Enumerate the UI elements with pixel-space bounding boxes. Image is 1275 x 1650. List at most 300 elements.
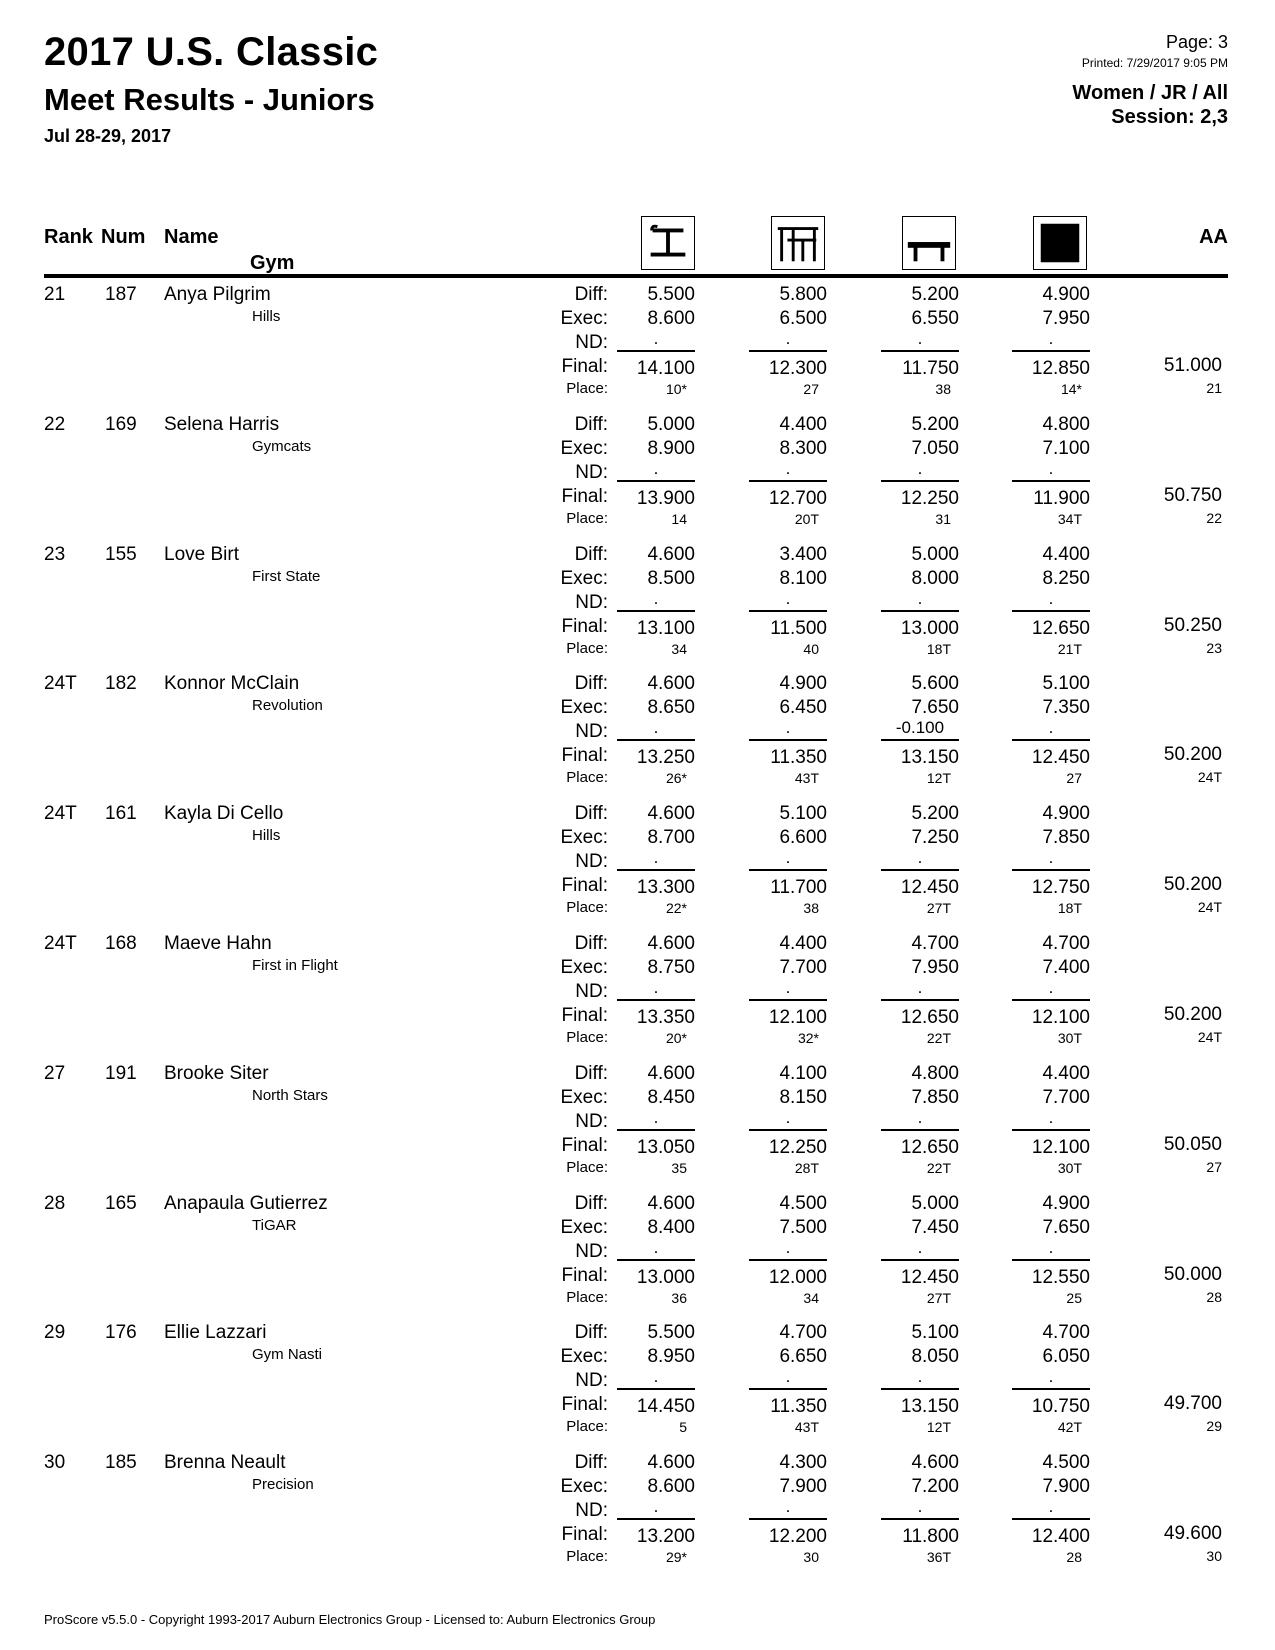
event-place: 28T xyxy=(794,1159,819,1176)
athlete-name: Kayla Di Cello xyxy=(164,803,284,825)
report-subtitle: Meet Results - Juniors xyxy=(44,82,375,117)
column-header-aa: AA xyxy=(1199,226,1228,248)
diff-score: 4.600 xyxy=(647,933,695,954)
neutral-deduction: . xyxy=(881,330,959,352)
all-around-score: 50.200 xyxy=(1163,1004,1222,1025)
athlete-number: 176 xyxy=(105,1322,137,1344)
event-place: 27T xyxy=(926,1289,951,1306)
final-score: 13.150 xyxy=(900,1396,959,1418)
athlete-name: Anapaula Gutierrez xyxy=(164,1192,328,1214)
neutral-deduction: . xyxy=(749,979,827,1001)
diff-score: 5.000 xyxy=(911,1192,959,1214)
athlete-number: 165 xyxy=(105,1192,137,1214)
place-label: Place: xyxy=(566,1158,608,1176)
athlete-row xyxy=(0,1181,1275,1311)
neutral-deduction: . xyxy=(749,849,827,871)
exec-score: 7.250 xyxy=(911,827,959,849)
neutral-deduction: . xyxy=(881,849,959,871)
neutral-deduction: . xyxy=(881,1239,959,1261)
final-score: 12.450 xyxy=(900,877,959,899)
event-place: 28 xyxy=(1066,1549,1082,1566)
diff-score: 5.200 xyxy=(911,803,959,825)
exec-score: 8.250 xyxy=(1042,567,1090,589)
diff-score: 3.400 xyxy=(779,543,827,565)
exec-score: 8.700 xyxy=(647,827,695,849)
diff-score: 5.100 xyxy=(1042,673,1090,695)
event-place: 22T xyxy=(926,1030,951,1046)
event-place: 27 xyxy=(1066,770,1082,787)
final-label: Final: xyxy=(561,1264,608,1286)
event-place: 21T xyxy=(1057,640,1082,657)
athlete-number: 168 xyxy=(105,933,137,954)
athlete-row xyxy=(0,1051,1275,1181)
final-score: 11.350 xyxy=(770,747,827,769)
neutral-deduction: . xyxy=(1012,849,1090,871)
all-around-place: 23 xyxy=(1206,639,1222,656)
meet-dates: Jul 28-29, 2017 xyxy=(44,126,172,146)
diff-label: Diff: xyxy=(574,1062,608,1084)
final-score: 13.000 xyxy=(900,617,959,639)
diff-score: 4.900 xyxy=(1042,284,1090,305)
exec-label: Exec: xyxy=(560,1216,608,1238)
nd-label: ND: xyxy=(575,591,608,613)
athlete-row xyxy=(0,1310,1275,1440)
final-score: 11.500 xyxy=(770,617,827,639)
athlete-name: Ellie Lazzari xyxy=(164,1322,267,1344)
athlete-gym: First State xyxy=(252,567,321,585)
final-score: 12.250 xyxy=(900,487,959,509)
athlete-row xyxy=(0,661,1275,791)
event-place: 36T xyxy=(926,1549,951,1566)
neutral-deduction: . xyxy=(1012,979,1090,1001)
page-number: Page: 3 xyxy=(1165,32,1228,52)
diff-score: 4.600 xyxy=(647,673,695,695)
nd-label: ND: xyxy=(575,461,608,483)
place-label: Place: xyxy=(566,1418,608,1436)
athlete-row xyxy=(0,402,1275,532)
diff-score: 5.100 xyxy=(911,1322,959,1344)
exec-score: 8.400 xyxy=(647,1216,695,1238)
neutral-deduction: . xyxy=(617,719,695,741)
event-place: 30 xyxy=(803,1549,819,1566)
exec-label: Exec: xyxy=(560,1476,608,1498)
athlete-gym: Hills xyxy=(252,308,281,325)
all-around-score: 50.250 xyxy=(1163,614,1222,636)
event-place: 27 xyxy=(803,381,819,397)
final-score: 13.050 xyxy=(636,1136,695,1158)
final-label: Final: xyxy=(561,485,608,507)
event-place: 34 xyxy=(671,640,687,657)
category-label: Women / JR / All xyxy=(1072,82,1228,104)
neutral-deduction: . xyxy=(617,330,695,352)
column-header-name: Name xyxy=(164,226,219,248)
event-place: 12T xyxy=(926,770,951,787)
final-score: 14.450 xyxy=(636,1396,695,1418)
athlete-number: 155 xyxy=(105,543,137,565)
diff-score: 5.200 xyxy=(911,284,959,305)
neutral-deduction: . xyxy=(1012,719,1090,741)
all-around-place: 21 xyxy=(1206,380,1222,396)
event-place: 14* xyxy=(1060,381,1082,397)
neutral-deduction: . xyxy=(749,1368,827,1390)
exec-score: 8.000 xyxy=(911,567,959,589)
neutral-deduction: . xyxy=(749,1239,827,1261)
all-around-score: 50.000 xyxy=(1163,1263,1222,1285)
place-label: Place: xyxy=(566,1029,608,1046)
exec-label: Exec: xyxy=(560,827,608,849)
event-place: 29* xyxy=(665,1549,687,1566)
final-score: 12.000 xyxy=(768,1266,827,1288)
column-header-gym: Gym xyxy=(250,252,295,274)
diff-label: Diff: xyxy=(574,284,608,305)
final-score: 13.150 xyxy=(900,747,959,769)
exec-score: 7.700 xyxy=(779,957,827,978)
column-header-num: Num xyxy=(101,226,146,248)
event-place: 14 xyxy=(671,510,687,527)
exec-score: 6.500 xyxy=(779,308,827,329)
diff-score: 4.800 xyxy=(1042,413,1090,435)
final-score: 11.750 xyxy=(902,358,959,379)
diff-label: Diff: xyxy=(574,673,608,695)
athlete-rank: 24T xyxy=(44,803,77,825)
athlete-name: Anya Pilgrim xyxy=(164,284,271,305)
exec-score: 7.350 xyxy=(1042,697,1090,719)
athlete-name: Brooke Siter xyxy=(164,1062,269,1084)
athlete-row xyxy=(0,272,1275,402)
neutral-deduction: . xyxy=(617,849,695,871)
diff-label: Diff: xyxy=(574,413,608,435)
exec-score: 8.450 xyxy=(647,1086,695,1108)
diff-score: 4.600 xyxy=(647,1192,695,1214)
neutral-deduction: . xyxy=(881,1498,959,1520)
diff-label: Diff: xyxy=(574,1192,608,1214)
exec-label: Exec: xyxy=(560,1346,608,1368)
final-score: 10.750 xyxy=(1031,1396,1090,1418)
exec-score: 7.950 xyxy=(1042,308,1090,329)
neutral-deduction: . xyxy=(617,979,695,1001)
session-label: Session: 2,3 xyxy=(1111,106,1228,128)
final-score: 12.250 xyxy=(768,1136,827,1158)
neutral-deduction: -0.100 xyxy=(881,719,959,741)
diff-score: 5.200 xyxy=(911,413,959,435)
nd-label: ND: xyxy=(575,332,608,353)
event-place: 32* xyxy=(797,1030,819,1046)
athlete-number: 182 xyxy=(105,673,137,695)
athlete-number: 169 xyxy=(105,413,137,435)
exec-score: 7.700 xyxy=(1042,1086,1090,1108)
exec-score: 7.400 xyxy=(1042,957,1090,978)
exec-score: 7.900 xyxy=(779,1476,827,1498)
column-header-rank: Rank xyxy=(44,226,93,248)
diff-score: 4.700 xyxy=(779,1322,827,1344)
neutral-deduction: . xyxy=(749,460,827,482)
final-score: 12.300 xyxy=(768,358,827,379)
exec-score: 8.050 xyxy=(911,1346,959,1368)
event-place: 40 xyxy=(803,640,819,657)
final-score: 13.300 xyxy=(636,877,695,899)
all-around-score: 50.200 xyxy=(1163,744,1222,766)
athlete-row xyxy=(0,1440,1275,1570)
event-place: 20T xyxy=(794,510,819,527)
final-score: 13.100 xyxy=(636,617,695,639)
all-around-score: 51.000 xyxy=(1163,355,1222,376)
exec-score: 7.850 xyxy=(1042,827,1090,849)
diff-score: 5.500 xyxy=(647,284,695,305)
exec-score: 6.650 xyxy=(779,1346,827,1368)
exec-score: 8.100 xyxy=(779,567,827,589)
exec-score: 7.450 xyxy=(911,1216,959,1238)
final-label: Final: xyxy=(561,1394,608,1416)
final-score: 11.800 xyxy=(902,1526,959,1548)
neutral-deduction: . xyxy=(881,590,959,612)
athlete-gym: Gym Nasti xyxy=(252,1346,323,1364)
exec-score: 6.450 xyxy=(779,697,827,719)
event-place: 38 xyxy=(935,381,951,397)
diff-label: Diff: xyxy=(574,543,608,565)
all-around-place: 28 xyxy=(1206,1288,1222,1305)
exec-label: Exec: xyxy=(560,567,608,589)
event-place: 34T xyxy=(1057,510,1082,527)
exec-score: 8.600 xyxy=(647,1476,695,1498)
final-score: 12.700 xyxy=(768,487,827,509)
exec-label: Exec: xyxy=(560,957,608,978)
final-score: 12.100 xyxy=(768,1007,827,1028)
place-label: Place: xyxy=(566,899,608,917)
final-label: Final: xyxy=(561,745,608,767)
event-place: 18T xyxy=(926,640,951,657)
athlete-rank: 28 xyxy=(44,1192,66,1214)
diff-score: 5.000 xyxy=(647,413,695,435)
final-score: 11.700 xyxy=(770,877,827,899)
exec-score: 8.950 xyxy=(647,1346,695,1368)
diff-score: 4.700 xyxy=(911,933,959,954)
balance-beam-icon xyxy=(902,216,956,270)
diff-score: 4.400 xyxy=(1042,1062,1090,1084)
athlete-gym: Precision xyxy=(252,1476,314,1494)
floor-exercise-icon xyxy=(1033,216,1087,270)
final-label: Final: xyxy=(561,1524,608,1546)
neutral-deduction: . xyxy=(617,460,695,482)
all-around-place: 24T xyxy=(1197,1029,1222,1045)
exec-score: 8.150 xyxy=(779,1086,827,1108)
diff-label: Diff: xyxy=(574,1322,608,1344)
athlete-rank: 29 xyxy=(44,1322,66,1344)
diff-score: 4.600 xyxy=(647,543,695,565)
neutral-deduction: . xyxy=(881,979,959,1001)
diff-score: 4.600 xyxy=(647,803,695,825)
diff-score: 4.300 xyxy=(779,1452,827,1474)
event-place: 42T xyxy=(1057,1419,1082,1436)
all-around-place: 24T xyxy=(1197,899,1222,916)
athlete-name: Konnor McClain xyxy=(164,673,300,695)
final-score: 12.650 xyxy=(900,1007,959,1028)
event-place: 35 xyxy=(671,1159,687,1176)
exec-label: Exec: xyxy=(560,697,608,719)
final-score: 14.100 xyxy=(636,358,695,379)
neutral-deduction: . xyxy=(617,1498,695,1520)
event-place: 20* xyxy=(665,1030,687,1046)
neutral-deduction: . xyxy=(881,1109,959,1131)
neutral-deduction: . xyxy=(617,1239,695,1261)
all-around-place: 29 xyxy=(1206,1418,1222,1435)
neutral-deduction: . xyxy=(617,1368,695,1390)
final-score: 11.900 xyxy=(1033,487,1090,509)
final-score: 13.200 xyxy=(636,1526,695,1548)
athlete-gym: First in Flight xyxy=(252,957,338,974)
event-place: 18T xyxy=(1057,900,1082,917)
exec-score: 8.650 xyxy=(647,697,695,719)
diff-label: Diff: xyxy=(574,1452,608,1474)
printed-timestamp: Printed: 7/29/2017 9:05 PM xyxy=(1081,56,1228,70)
final-score: 12.100 xyxy=(1031,1136,1090,1158)
neutral-deduction: . xyxy=(1012,590,1090,612)
athlete-rank: 23 xyxy=(44,543,66,565)
diff-score: 4.900 xyxy=(1042,1192,1090,1214)
exec-label: Exec: xyxy=(560,437,608,459)
athlete-number: 185 xyxy=(105,1452,137,1474)
footer-copyright: ProScore v5.5.0 - Copyright 1993-2017 Auburn Electronics Group - Licensed to: Auburn Electronics Group xyxy=(44,1612,656,1627)
diff-score: 4.100 xyxy=(779,1062,827,1084)
diff-score: 4.600 xyxy=(647,1062,695,1084)
neutral-deduction: . xyxy=(617,590,695,612)
neutral-deduction: . xyxy=(617,1109,695,1131)
all-around-place: 22 xyxy=(1206,509,1222,526)
diff-score: 4.400 xyxy=(1042,543,1090,565)
nd-label: ND: xyxy=(575,1500,608,1522)
diff-score: 4.400 xyxy=(779,933,827,954)
exec-score: 7.050 xyxy=(911,437,959,459)
neutral-deduction: . xyxy=(1012,1109,1090,1131)
all-around-score: 49.700 xyxy=(1163,1393,1222,1415)
exec-score: 7.650 xyxy=(1042,1216,1090,1238)
all-around-score: 49.600 xyxy=(1163,1523,1222,1545)
athlete-gym: TiGAR xyxy=(252,1216,297,1234)
athlete-name: Brenna Neault xyxy=(164,1452,286,1474)
final-label: Final: xyxy=(561,356,608,377)
athlete-rank: 24T xyxy=(44,673,77,695)
final-score: 11.350 xyxy=(770,1396,827,1418)
athlete-rank: 30 xyxy=(44,1452,66,1474)
uneven-bars-icon xyxy=(771,216,825,270)
neutral-deduction: . xyxy=(749,719,827,741)
diff-score: 5.100 xyxy=(779,803,827,825)
diff-score: 4.600 xyxy=(911,1452,959,1474)
final-score: 13.350 xyxy=(636,1007,695,1028)
exec-score: 7.650 xyxy=(911,697,959,719)
final-score: 13.250 xyxy=(636,747,695,769)
athlete-rank: 22 xyxy=(44,413,66,435)
final-score: 12.200 xyxy=(768,1526,827,1548)
diff-score: 5.800 xyxy=(779,284,827,305)
nd-label: ND: xyxy=(575,1110,608,1132)
event-place: 10* xyxy=(665,381,687,397)
diff-score: 5.000 xyxy=(911,543,959,565)
final-label: Final: xyxy=(561,615,608,637)
athlete-rank: 27 xyxy=(44,1062,66,1084)
final-score: 12.450 xyxy=(900,1266,959,1288)
event-place: 22* xyxy=(665,900,687,917)
event-place: 27T xyxy=(926,900,951,917)
all-around-score: 50.200 xyxy=(1163,874,1222,896)
all-around-place: 30 xyxy=(1206,1548,1222,1565)
final-label: Final: xyxy=(561,1005,608,1026)
athlete-gym: Revolution xyxy=(252,697,323,715)
neutral-deduction: . xyxy=(749,330,827,352)
event-place: 12T xyxy=(926,1419,951,1436)
exec-score: 6.550 xyxy=(911,308,959,329)
place-label: Place: xyxy=(566,380,608,397)
place-label: Place: xyxy=(566,1548,608,1566)
exec-score: 7.200 xyxy=(911,1476,959,1498)
event-place: 38 xyxy=(803,900,819,917)
exec-label: Exec: xyxy=(560,1086,608,1108)
report-title: 2017 U.S. Classic xyxy=(44,30,379,74)
event-place: 26* xyxy=(665,770,687,787)
neutral-deduction: . xyxy=(749,1109,827,1131)
final-score: 12.750 xyxy=(1031,877,1090,899)
final-score: 12.100 xyxy=(1031,1007,1090,1028)
neutral-deduction: . xyxy=(1012,1498,1090,1520)
athlete-gym: Gymcats xyxy=(252,437,312,455)
event-place: 30T xyxy=(1057,1159,1082,1176)
neutral-deduction: . xyxy=(1012,1368,1090,1390)
final-score: 13.000 xyxy=(636,1266,695,1288)
final-score: 12.850 xyxy=(1031,358,1090,379)
diff-score: 4.500 xyxy=(1042,1452,1090,1474)
final-score: 12.650 xyxy=(1031,617,1090,639)
final-score: 12.650 xyxy=(900,1136,959,1158)
exec-score: 7.950 xyxy=(911,957,959,978)
event-place: 36 xyxy=(671,1289,687,1306)
neutral-deduction: . xyxy=(1012,460,1090,482)
place-label: Place: xyxy=(566,509,608,527)
athlete-name: Selena Harris xyxy=(164,413,280,435)
neutral-deduction: . xyxy=(1012,1239,1090,1261)
exec-score: 6.600 xyxy=(779,827,827,849)
exec-score: 7.100 xyxy=(1042,437,1090,459)
final-label: Final: xyxy=(561,875,608,897)
vault-icon xyxy=(641,216,695,270)
exec-score: 8.300 xyxy=(779,437,827,459)
diff-score: 5.500 xyxy=(647,1322,695,1344)
athlete-gym: North Stars xyxy=(252,1086,328,1104)
diff-score: 4.500 xyxy=(779,1192,827,1214)
exec-score: 8.600 xyxy=(647,308,695,329)
final-score: 12.400 xyxy=(1031,1526,1090,1548)
neutral-deduction: . xyxy=(881,1368,959,1390)
event-place: 25 xyxy=(1066,1289,1082,1306)
final-score: 12.450 xyxy=(1031,747,1090,769)
exec-score: 7.900 xyxy=(1042,1476,1090,1498)
event-place: 5 xyxy=(679,1419,687,1436)
all-around-place: 27 xyxy=(1206,1158,1222,1175)
event-place: 22T xyxy=(926,1159,951,1176)
neutral-deduction: . xyxy=(749,1498,827,1520)
nd-label: ND: xyxy=(575,1240,608,1262)
exec-score: 7.850 xyxy=(911,1086,959,1108)
athlete-gym: Hills xyxy=(252,827,281,845)
diff-score: 4.700 xyxy=(1042,933,1090,954)
nd-label: ND: xyxy=(575,981,608,1002)
event-place: 43T xyxy=(794,1419,819,1436)
final-score: 12.550 xyxy=(1031,1266,1090,1288)
place-label: Place: xyxy=(566,769,608,787)
diff-label: Diff: xyxy=(574,803,608,825)
place-label: Place: xyxy=(566,639,608,657)
diff-score: 4.800 xyxy=(911,1062,959,1084)
event-place: 31 xyxy=(935,510,951,527)
diff-score: 4.700 xyxy=(1042,1322,1090,1344)
